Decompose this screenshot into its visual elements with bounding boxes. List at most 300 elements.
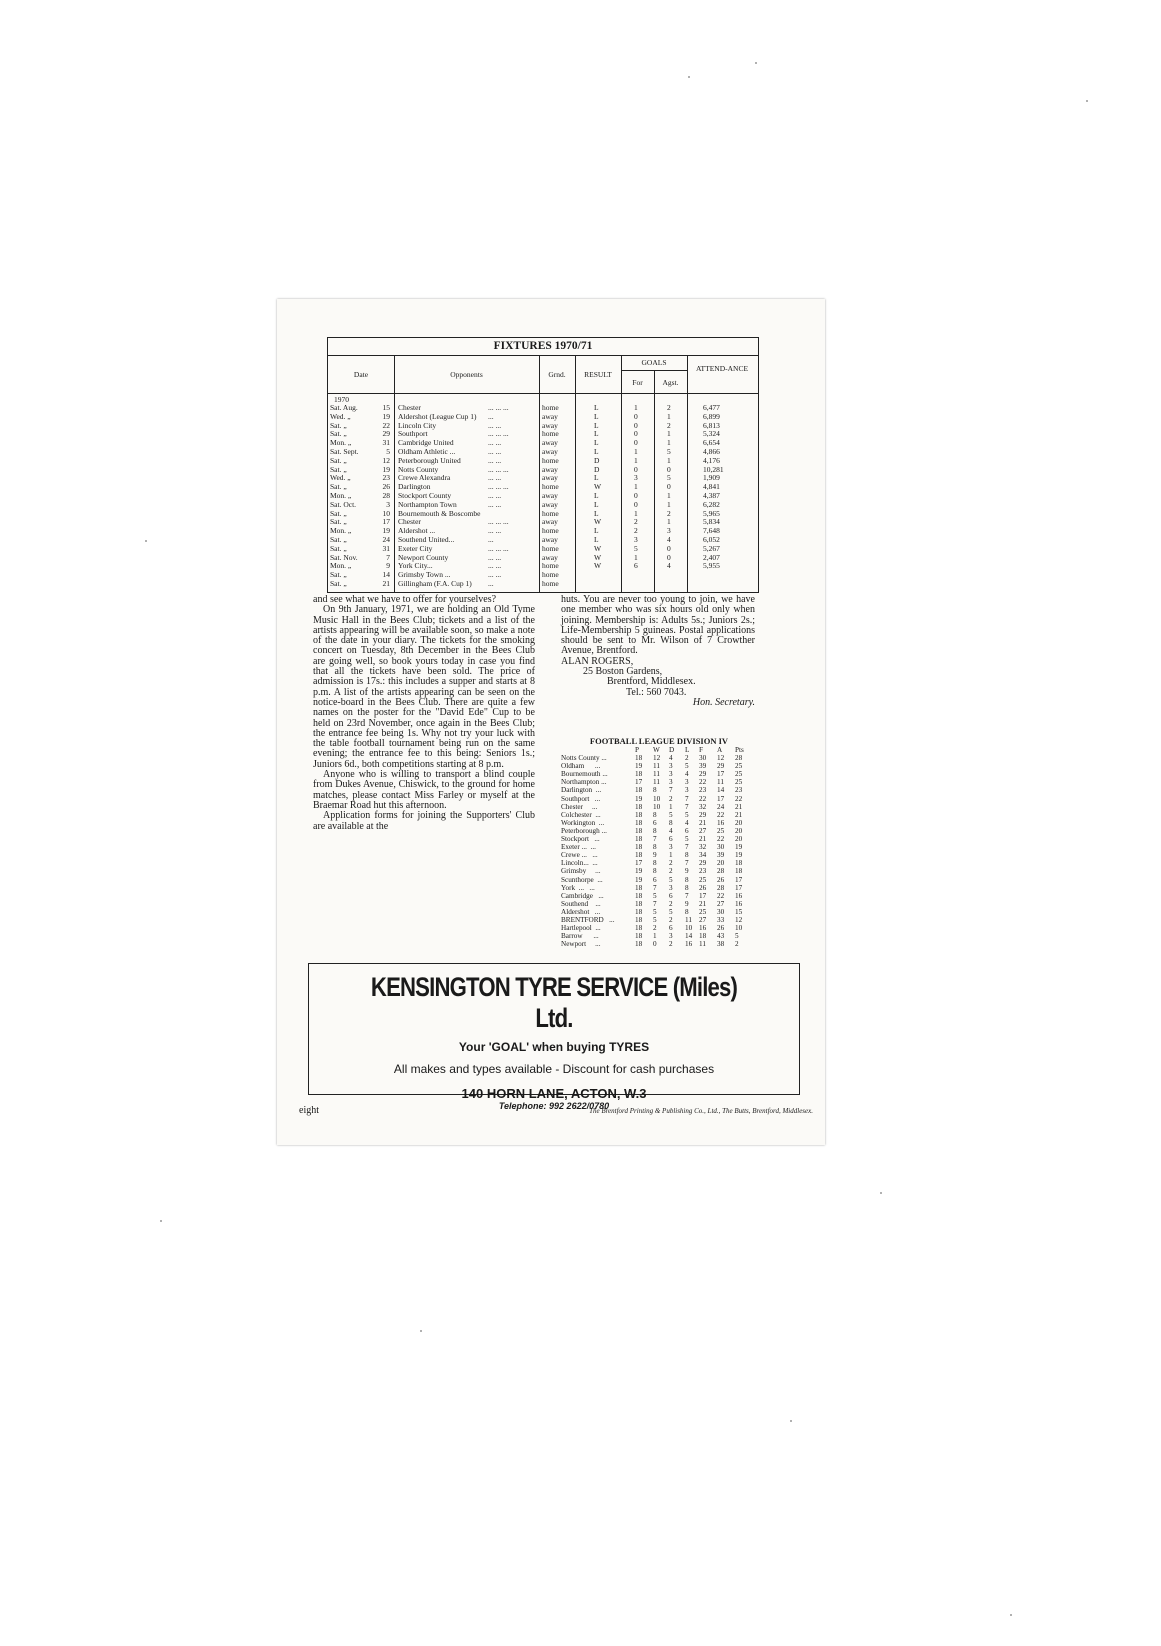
league-cell: 2 — [653, 924, 657, 933]
fixture-opp: Southend United... — [398, 535, 455, 544]
league-row — [561, 778, 761, 786]
fixture-a: 2 — [667, 508, 671, 518]
fixture-row — [328, 536, 758, 544]
league-cell: 22 — [735, 794, 743, 803]
league-team: Workington ... — [561, 818, 605, 827]
league-team: Northampton ... — [561, 778, 607, 787]
fixture-dots: ... ... ... — [488, 543, 509, 553]
fixture-day: Wed. „ — [330, 411, 351, 421]
fixture-grnd: home — [542, 508, 559, 518]
fixture-num: 10 — [382, 508, 390, 518]
fixture-res: L — [594, 447, 599, 456]
league-team: Cambridge ... — [561, 891, 604, 900]
league-cell: 26 — [717, 924, 725, 933]
league-cell: 10 — [653, 802, 661, 811]
speck — [688, 76, 690, 78]
fixture-dots: ... ... — [488, 570, 502, 580]
league-team: Peterborough ... — [561, 826, 607, 835]
fixture-opp: York City... — [398, 561, 433, 571]
page-number: eight — [299, 1105, 319, 1116]
fixture-dots: ... — [488, 535, 494, 544]
league-row — [561, 827, 761, 835]
fixture-row — [328, 492, 758, 500]
fixture-f: 2 — [634, 517, 638, 527]
league-cell: 20 — [717, 859, 725, 868]
fixture-f: 6 — [634, 561, 638, 571]
league-cell: 24 — [717, 802, 725, 811]
league-row — [561, 835, 761, 843]
fixture-a: 5 — [667, 447, 671, 456]
league-table — [561, 746, 761, 948]
league-cell: 18 — [635, 810, 643, 819]
league-cell: 17 — [735, 883, 743, 892]
league-row — [561, 916, 761, 924]
league-cell: 29 — [699, 810, 707, 819]
fixture-f: 1 — [634, 508, 638, 518]
league-cell: 25 — [735, 762, 743, 771]
header-date: Date — [353, 370, 369, 379]
league-cell: 17 — [699, 891, 707, 900]
league-cell: 18 — [635, 770, 643, 779]
league-cell: 30 — [717, 907, 725, 916]
fixture-grnd: away — [542, 447, 558, 456]
league-row — [561, 795, 761, 803]
league-cell: 29 — [699, 859, 707, 868]
league-cell: 5 — [669, 875, 673, 884]
fixture-res: L — [594, 508, 599, 518]
league-cell: 27 — [717, 899, 725, 908]
league-cell: 4 — [685, 818, 689, 827]
fixture-f: 1 — [634, 455, 638, 465]
fixture-opp: Exeter City — [398, 543, 433, 553]
league-team: Darlington ... — [561, 786, 602, 795]
fixture-a: 1 — [667, 499, 671, 509]
fixture-opp: Newport County — [398, 552, 449, 562]
league-team: Chester ... — [561, 802, 598, 811]
league-cell: 23 — [735, 786, 743, 795]
fixture-opp: Bournemouth & Boscombe — [398, 508, 481, 518]
ad-tagline: Your 'GOAL' when buying TYRES — [458, 1040, 650, 1054]
fixture-num: 29 — [382, 429, 390, 439]
advertisement — [308, 963, 800, 1111]
league-cell: 18 — [735, 867, 743, 876]
league-cell: 17 — [717, 770, 725, 779]
fixture-a: 5 — [667, 473, 671, 483]
fixture-day: Mon. „ — [330, 561, 352, 571]
fixture-att: 1,909 — [703, 473, 720, 483]
league-cell: 7 — [685, 859, 689, 868]
league-team: Newport ... — [561, 940, 601, 949]
league-cell: 17 — [635, 859, 643, 868]
fixture-a: 0 — [667, 552, 671, 562]
league-cell: 5 — [653, 907, 657, 916]
fixture-f: 1 — [634, 552, 638, 562]
fixture-att: 5,834 — [703, 517, 720, 527]
league-row — [561, 884, 761, 892]
league-team: Oldham ... — [561, 762, 601, 771]
league-team: BRENTFORD ... — [561, 915, 615, 924]
header-for: For — [632, 378, 643, 387]
fixture-a: 1 — [667, 455, 671, 465]
fixture-f: 0 — [634, 438, 638, 448]
league-cell: 18 — [735, 859, 743, 868]
league-row — [561, 851, 761, 859]
league-cell: 9 — [653, 851, 657, 860]
league-team: Grimsby ... — [561, 867, 601, 876]
fixture-opp: Peterborough United — [398, 455, 461, 465]
league-cell: 9 — [685, 867, 689, 876]
speck — [755, 62, 757, 64]
fixture-f: 5 — [634, 543, 638, 553]
fixture-dots: ... ... — [488, 447, 502, 456]
fixture-a: 1 — [667, 517, 671, 527]
fixture-grnd: away — [542, 464, 558, 474]
league-cell: 22 — [717, 835, 725, 844]
speck — [880, 1192, 882, 1194]
programme-page — [277, 299, 825, 1145]
league-cell: 17 — [735, 875, 743, 884]
league-cell: 3 — [685, 786, 689, 795]
league-cell: 18 — [635, 924, 643, 933]
league-cell: 38 — [717, 940, 725, 949]
league-header-cell: A — [717, 746, 723, 754]
league-cell: 3 — [685, 778, 689, 787]
fixture-day: Sat. „ — [330, 429, 347, 439]
fixture-res: L — [594, 438, 599, 448]
fixture-grnd: home — [542, 482, 559, 492]
speck — [145, 540, 147, 542]
league-cell: 10 — [653, 794, 661, 803]
ad-company-name: KENSINGTON TYRE SERVICE (Miles) Ltd. — [370, 972, 738, 1033]
league-cell: 1 — [669, 802, 673, 811]
league-row — [561, 843, 761, 851]
fixture-num: 3 — [386, 499, 390, 509]
league-row — [561, 940, 761, 948]
league-cell: 14 — [685, 932, 693, 941]
fixture-f: 1 — [634, 403, 638, 412]
fixture-grnd: away — [542, 411, 558, 421]
league-cell: 11 — [685, 915, 692, 924]
league-cell: 18 — [635, 826, 643, 835]
fixture-dots: ... ... ... — [488, 464, 509, 474]
fixture-num: 12 — [382, 455, 390, 465]
league-row — [561, 908, 761, 916]
league-cell: 16 — [735, 899, 743, 908]
fixture-res: L — [594, 535, 599, 544]
league-header-cell: Pts — [735, 746, 744, 754]
league-cell: 6 — [685, 826, 689, 835]
league-cell: 5 — [685, 762, 689, 771]
league-cell: 32 — [699, 843, 707, 852]
league-cell: 18 — [635, 843, 643, 852]
fixture-att: 4,176 — [703, 455, 720, 465]
fixture-a: 1 — [667, 411, 671, 421]
league-team: Notts County ... — [561, 754, 607, 763]
league-row — [561, 754, 761, 762]
league-cell: 25 — [699, 907, 707, 916]
league-cell: 4 — [669, 826, 673, 835]
league-cell: 28 — [735, 754, 743, 763]
league-cell: 8 — [685, 851, 689, 860]
fixture-grnd: home — [542, 579, 559, 588]
league-row — [561, 924, 761, 932]
fixture-num: 9 — [386, 561, 390, 571]
league-cell: 18 — [635, 818, 643, 827]
league-team: Scunthorpe ... — [561, 875, 603, 884]
league-cell: 5 — [653, 891, 657, 900]
secretary-role: Hon. Secretary. — [692, 696, 755, 708]
league-cell: 32 — [699, 802, 707, 811]
league-cell: 16 — [699, 924, 707, 933]
fixtures-year: 1970 — [334, 395, 349, 404]
fixture-att: 6,654 — [703, 438, 720, 448]
league-row — [561, 867, 761, 875]
league-cell: 16 — [685, 940, 693, 949]
league-cell: 18 — [635, 802, 643, 811]
league-cell: 6 — [669, 891, 673, 900]
league-cell: 10 — [685, 924, 693, 933]
league-cell: 19 — [735, 851, 743, 860]
fixtures-header — [328, 356, 758, 394]
fixture-row — [328, 448, 758, 456]
league-cell: 18 — [699, 932, 707, 941]
fixture-num: 14 — [382, 570, 390, 580]
league-header-cell: P — [635, 746, 639, 754]
league-cell: 18 — [635, 835, 643, 844]
league-cell: 18 — [635, 754, 643, 763]
fixture-day: Sat. „ — [330, 570, 347, 580]
league-cell: 14 — [717, 786, 725, 795]
fixture-att: 5,324 — [703, 429, 720, 439]
fixture-row — [328, 501, 758, 509]
league-cell: 19 — [635, 762, 643, 771]
fixture-att: 5,965 — [703, 508, 720, 518]
league-cell: 8 — [653, 826, 657, 835]
fixture-opp: Notts County — [398, 464, 439, 474]
league-team: Aldershot ... — [561, 907, 601, 916]
league-cell: 7 — [685, 891, 689, 900]
league-cell: 26 — [699, 883, 707, 892]
fixture-dots: ... ... — [488, 526, 502, 536]
fixture-opp: Northampton Town — [398, 499, 457, 509]
league-cell: 8 — [653, 859, 657, 868]
fixture-num: 15 — [382, 403, 390, 412]
fixture-num: 31 — [382, 543, 390, 553]
league-cell: 17 — [717, 794, 725, 803]
fixtures-table — [327, 337, 759, 593]
fixture-res: L — [594, 491, 599, 500]
league-cell: 5 — [735, 932, 739, 941]
header-opponents: Opponents — [450, 370, 483, 379]
fixture-day: Sat. „ — [330, 464, 347, 474]
fixtures-title: FIXTURES 1970/71 — [328, 338, 758, 356]
league-cell: 18 — [635, 891, 643, 900]
fixture-dots: ... — [488, 411, 494, 421]
fixture-dots: ... ... ... — [488, 517, 509, 527]
fixture-opp: Oldham Athletic ... — [398, 447, 456, 456]
league-cell: 11 — [653, 770, 660, 779]
fixture-res: D — [594, 455, 600, 465]
league-row — [561, 762, 761, 770]
league-cell: 8 — [653, 843, 657, 852]
league-cell: 8 — [685, 907, 689, 916]
fixture-row — [328, 413, 758, 421]
league-cell: 5 — [685, 835, 689, 844]
league-cell: 22 — [717, 891, 725, 900]
league-row — [561, 803, 761, 811]
league-cell: 21 — [735, 802, 743, 811]
league-cell: 3 — [669, 932, 673, 941]
fixture-f: 0 — [634, 464, 638, 474]
league-cell: 5 — [685, 810, 689, 819]
fixture-f: 2 — [634, 526, 638, 536]
league-cell: 7 — [669, 786, 673, 795]
league-row — [561, 770, 761, 778]
fixture-opp: Stockport County — [398, 491, 452, 500]
fixture-num: 19 — [382, 411, 390, 421]
fixture-opp: Darlington — [398, 482, 431, 492]
league-cell: 23 — [699, 867, 707, 876]
league-cell: 1 — [669, 851, 673, 860]
header-result: RESULT — [584, 370, 612, 379]
fixture-a: 2 — [667, 420, 671, 430]
left-paragraph: On 9th January, 1971, we are holding an Old Tyme Music Hall in the Bees Club; tickets and a list of the artists appearing will be available soon, so make a note of the date in your diary. The tickets for the smoking concert on Tuesday, 8th December in the Bees Club are going well, so book yours today in case you find that all the tickets have been sold. The price of admission is 17s.: this includes a supper and starts at 8 p.m. A list of the artists appearing can be seen on the notice-board in the Bees Club. There are quite a few names on the poster for the "David Ede" Cup to be held on 23rd November, once again in the Bees Club; the entrance fee being 1s. Why not try your luck with the table football tournament being run on the same evening; the entrance fee to this being: Seniors 1s.; Juniors 6d., both competitions starting at 8 p.m. — [313, 604, 535, 770]
league-cell: 21 — [699, 835, 707, 844]
fixture-opp: Cambridge United — [398, 438, 454, 448]
league-team: York ... ... — [561, 883, 595, 892]
fixture-dots: ... ... ... — [488, 429, 509, 439]
league-cell: 4 — [685, 770, 689, 779]
league-cell: 15 — [735, 907, 743, 916]
fixture-num: 22 — [382, 420, 390, 430]
fixture-a: 3 — [667, 526, 671, 536]
league-team: Southport ... — [561, 794, 601, 803]
fixture-day: Sat. „ — [330, 535, 347, 544]
fixture-day: Sat. Sept. — [330, 447, 359, 456]
league-cell: 18 — [635, 786, 643, 795]
fixture-opp: Lincoln City — [398, 420, 437, 430]
fixture-a: 0 — [667, 464, 671, 474]
league-cell: 6 — [669, 835, 673, 844]
league-cell: 39 — [699, 762, 707, 771]
league-cell: 5 — [669, 907, 673, 916]
league-cell: 25 — [735, 778, 743, 787]
league-cell: 21 — [735, 810, 743, 819]
ad-makes: All makes and types available - Discount for cash purchases — [393, 1062, 715, 1076]
league-cell: 8 — [653, 810, 657, 819]
league-cell: 3 — [669, 883, 673, 892]
fixture-num: 17 — [382, 517, 390, 527]
league-row — [561, 932, 761, 940]
printer-credit: The Brentford Printing & Publishing Co., Ltd., The Butts, Brentford, Middlesex. — [589, 1107, 813, 1115]
fixture-row — [328, 545, 758, 553]
secretary-tel: Tel.: 560 7043. — [626, 686, 687, 698]
fixture-day: Sat. „ — [330, 482, 347, 492]
league-cell: 19 — [635, 794, 643, 803]
league-cell: 27 — [699, 826, 707, 835]
fixture-dots: ... ... — [488, 420, 502, 430]
league-cell: 12 — [735, 915, 743, 924]
fixture-day: Sat. „ — [330, 517, 347, 527]
league-cell: 16 — [717, 818, 725, 827]
header-ground: Grnd. — [548, 370, 566, 379]
speck — [1010, 1614, 1012, 1616]
fixture-att: 4,387 — [703, 491, 720, 500]
league-cell: 3 — [669, 762, 673, 771]
fixture-res: L — [594, 429, 599, 439]
fixture-a: 1 — [667, 491, 671, 500]
fixture-grnd: away — [542, 420, 558, 430]
league-row — [561, 811, 761, 819]
fixture-day: Sat. Aug. — [330, 403, 358, 412]
fixtures-body — [328, 394, 758, 592]
fixture-day: Sat. „ — [330, 508, 347, 518]
fixture-a: 0 — [667, 482, 671, 492]
league-cell: 11 — [653, 762, 660, 771]
fixture-day: Wed. „ — [330, 473, 351, 483]
league-cell: 3 — [669, 778, 673, 787]
league-row — [561, 786, 761, 794]
league-cell: 27 — [699, 915, 707, 924]
ad-address: 140 HORN LANE, ACTON, W.3 — [461, 1086, 647, 1101]
fixture-att: 2,407 — [703, 552, 720, 562]
league-team: Bournemouth ... — [561, 770, 608, 779]
league-cell: 5 — [653, 915, 657, 924]
fixture-att: 6,282 — [703, 499, 720, 509]
league-cell: 20 — [735, 835, 743, 844]
speck — [160, 1220, 162, 1222]
league-cell: 26 — [717, 875, 725, 884]
fixture-dots: ... ... ... — [488, 482, 509, 492]
league-cell: 25 — [735, 770, 743, 779]
league-cell: 21 — [699, 899, 707, 908]
fixture-opp: Grimsby Town ... — [398, 570, 451, 580]
fixture-day: Sat. „ — [330, 579, 347, 588]
fixture-a: 0 — [667, 543, 671, 553]
fixture-grnd: away — [542, 473, 558, 483]
fixture-grnd: home — [542, 526, 559, 536]
league-cell: 1 — [653, 932, 657, 941]
league-cell: 9 — [685, 899, 689, 908]
fixture-num: 28 — [382, 491, 390, 500]
fixture-opp: Aldershot (League Cup 1) — [398, 411, 477, 421]
league-cell: 0 — [653, 940, 657, 949]
secretary-address-2: Brentford, Middlesex. — [607, 676, 696, 688]
left-column — [313, 595, 535, 832]
fixture-num: 24 — [382, 535, 390, 544]
fixture-f: 3 — [634, 535, 638, 544]
fixture-att: 5,267 — [703, 543, 720, 553]
league-cell: 18 — [635, 932, 643, 941]
fixture-f: 0 — [634, 429, 638, 439]
league-cell: 2 — [669, 794, 673, 803]
league-cell: 23 — [699, 786, 707, 795]
speck — [1086, 100, 1088, 102]
league-cell: 12 — [653, 754, 661, 763]
fixture-grnd: home — [542, 429, 559, 439]
fixture-grnd: away — [542, 499, 558, 509]
league-cell: 29 — [699, 770, 707, 779]
league-cell: 22 — [699, 794, 707, 803]
fixture-grnd: away — [542, 517, 558, 527]
league-cell: 18 — [635, 883, 643, 892]
fixture-att: 5,955 — [703, 561, 720, 571]
fixture-res: L — [594, 526, 599, 536]
fixture-day: Sat. Oct. — [330, 499, 357, 509]
league-header-cell: W — [653, 746, 660, 754]
league-cell: 39 — [717, 851, 725, 860]
league-cell: 18 — [635, 899, 643, 908]
